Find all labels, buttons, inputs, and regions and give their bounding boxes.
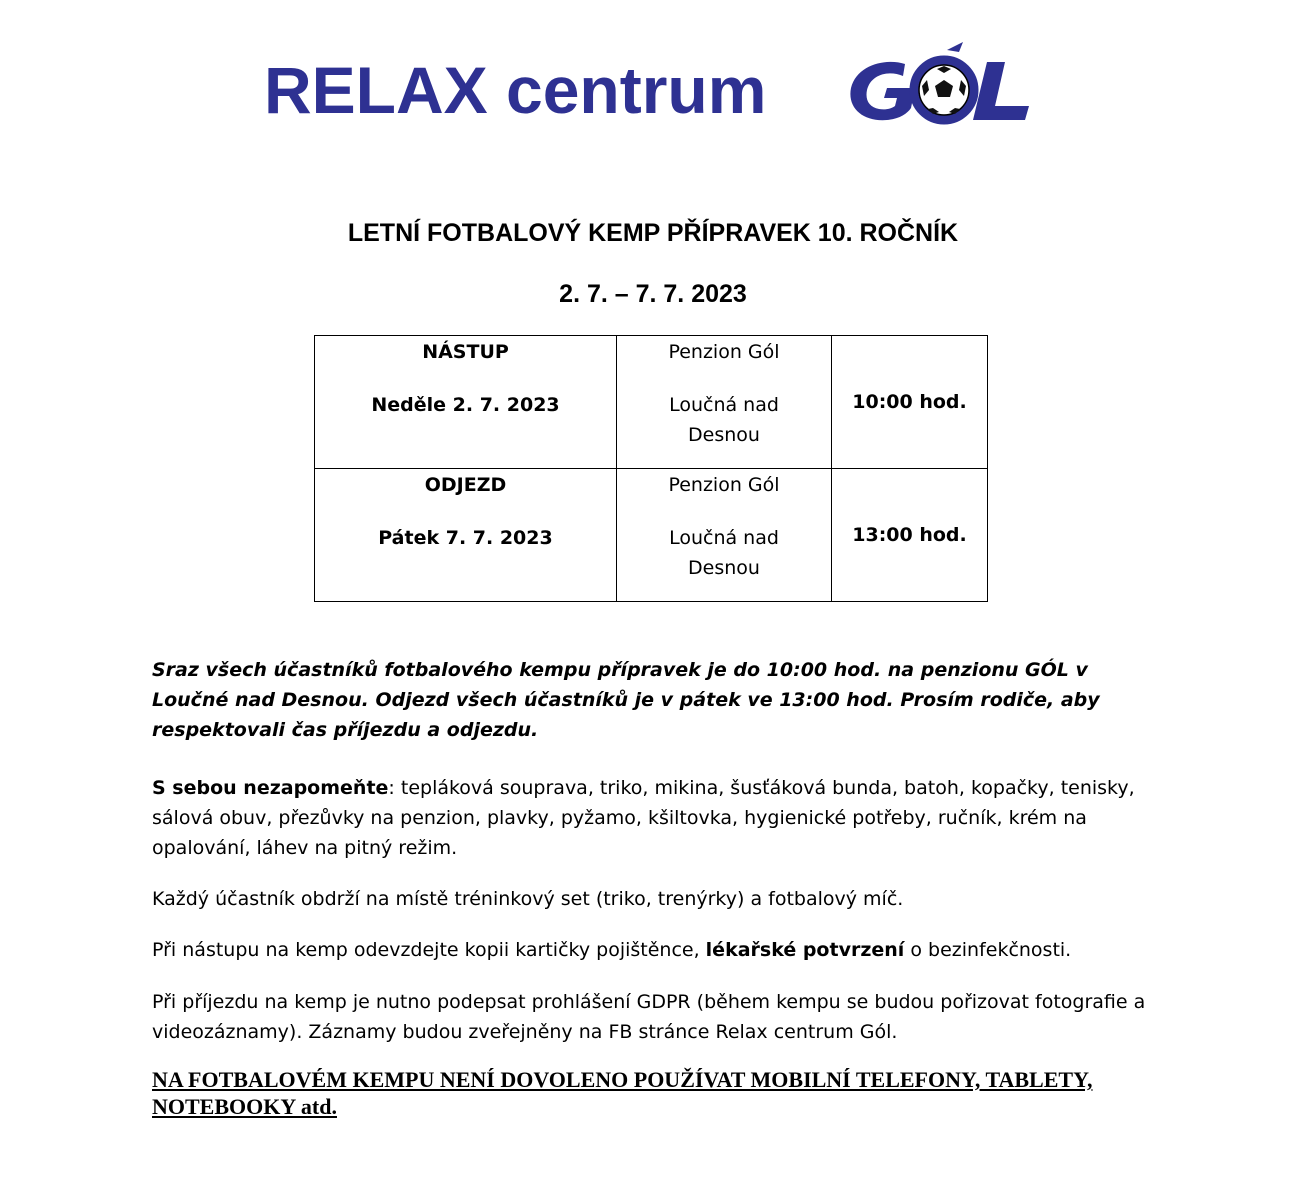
packing-label: S sebou nezapomeňte [152,777,389,799]
gol-logo-icon [847,42,1037,132]
departure-date: Pátek 7. 7. 2023 [378,527,553,549]
meeting-paragraph: Sraz všech účastníků fotbalového kempu přípravek je do 10:00 hod. na penzionu GÓL v Loučné nad Desnou. Odjezd všech účastníků je v pátek ve 13:00 hod. Prosím rodiče, aby respektovali čas příjezdu a odjezdu. [152,659,1100,741]
table-row [315,336,988,469]
packing-paragraph [152,773,1152,863]
place-line: Desnou [688,557,760,579]
departure-time: 13:00 hod. [832,469,988,602]
camp-title: LETNÍ FOTBALOVÝ KEMP PŘÍPRAVEK 10. ROČNÍK [347,219,959,247]
arrival-date: Neděle 2. 7. 2023 [371,394,560,416]
relax-centrum-gol-logo [262,42,1042,132]
arrival-time: 10:00 hod. [832,336,988,469]
place-line: Loučná nad [669,394,779,416]
place-line: Penzion Gól [668,341,780,363]
place-line: Penzion Gól [668,474,780,496]
schedule-table [314,335,988,602]
departure-label: ODJEZD [424,474,507,496]
schedule-label-cell [315,336,617,469]
table-row [315,469,988,602]
schedule-place-cell [617,469,832,602]
place-line: Loučná nad [669,527,779,549]
documents-paragraph [152,935,1152,965]
kit-paragraph: Každý účastník obdrží na místě tréninkový set (triko, trenýrky) a fotbalový míč. [152,888,904,910]
place-line: Desnou [688,424,760,446]
packing-list: : tepláková souprava, triko, mikina, šusťáková bunda, batoh, kopačky, tenisky, sálová obuv, přezůvky na penzion, plavky, pyžamo, kšiltovka, hygienické potřeby, ručník, krém na opalování, láhev na pitný režim. [152,777,1135,859]
arrival-label: NÁSTUP [422,341,509,363]
no-devices-warning: NA FOTBALOVÉM KEMPU NENÍ DOVOLENO POUŽÍVAT MOBILNÍ TELEFONY, TABLETY, NOTEBOOKY atd. [152,1067,1093,1119]
gdpr-paragraph: Při příjezdu na kemp je nutno podepsat prohlášení GDPR (během kempu se budou pořizovat fotografie a videozáznamy). Záznamy budou zveřejněny na FB stránce Relax centrum Gól. [152,991,1146,1043]
schedule-label-cell [315,469,617,602]
documents-text: Při nástupu na kemp odevzdejte kopii kartičky pojištěnce, [152,939,706,961]
logo-text: RELAX centrum [264,53,767,127]
camp-dates: 2. 7. – 7. 7. 2023 [559,280,747,308]
medical-certificate-text: lékařské potvrzení [705,939,905,961]
documents-text-end: o bezinfekčnosti. [904,939,1072,961]
schedule-place-cell [617,336,832,469]
